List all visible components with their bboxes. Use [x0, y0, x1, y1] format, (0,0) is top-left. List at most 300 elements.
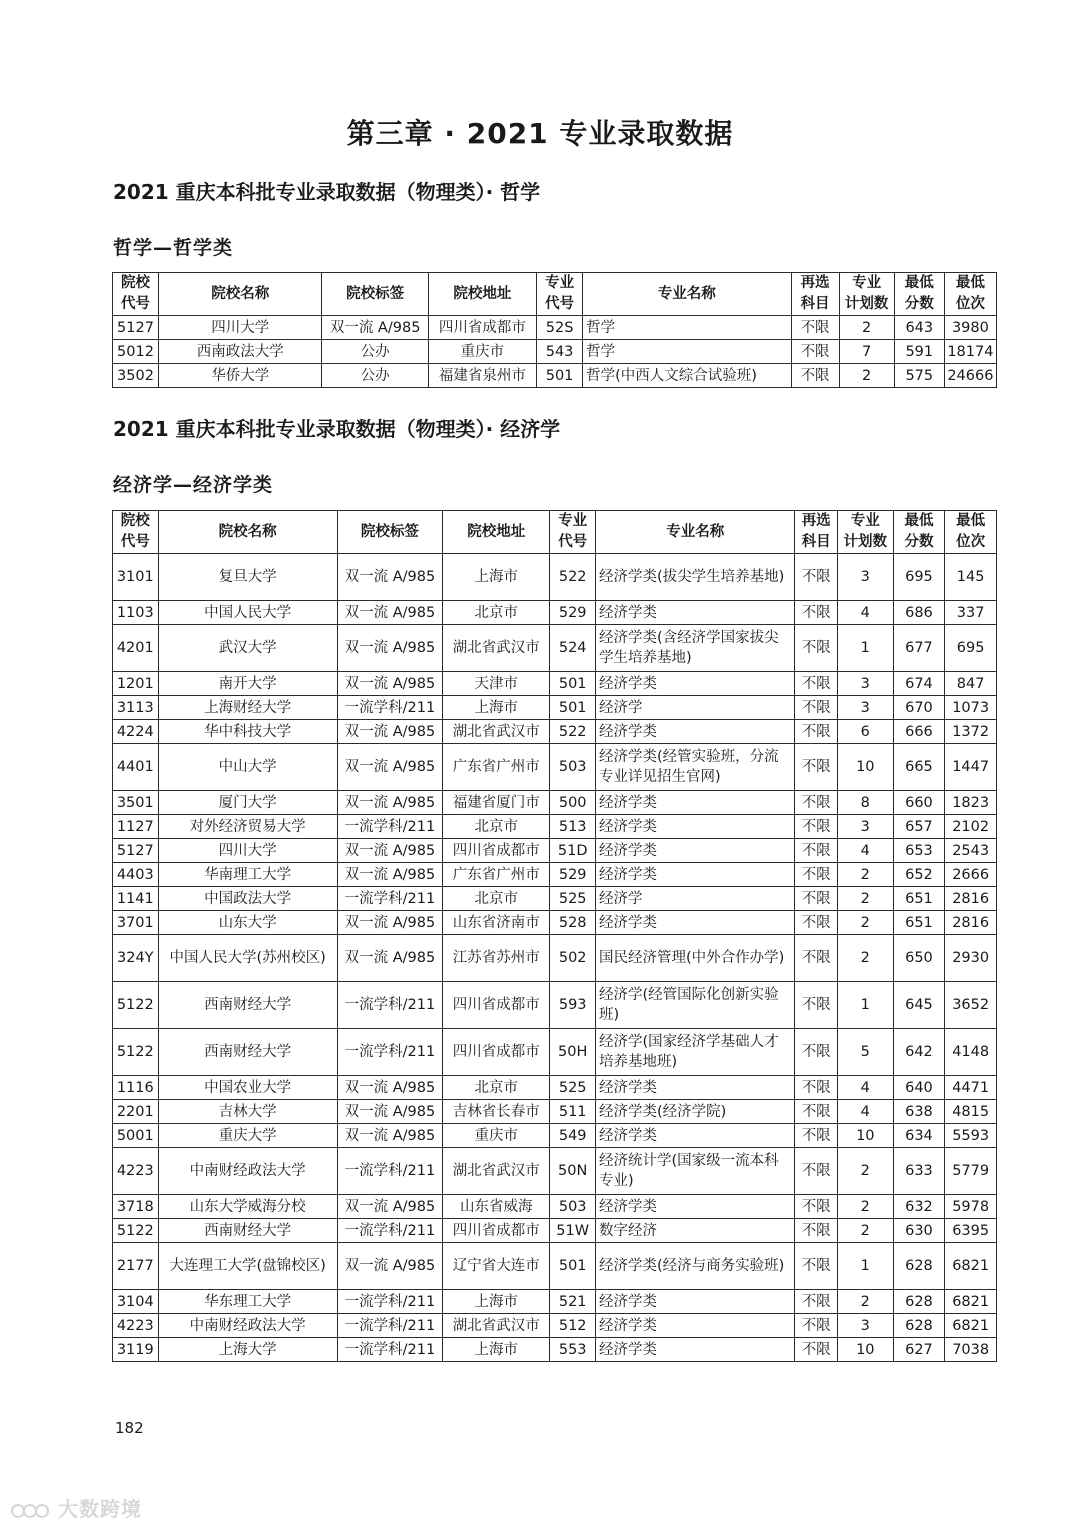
cell-min-score: 677 — [893, 625, 945, 672]
cell-school-address: 湖北省武汉市 — [443, 1314, 550, 1338]
cell-major-code: 51D — [550, 839, 596, 863]
table-row — [113, 863, 997, 887]
cell-major-name: 哲学 — [583, 340, 791, 364]
cell-school-name: 对外经济贸易大学 — [158, 815, 337, 839]
column-header-subject-requirement: 再选 科目 — [791, 273, 839, 316]
cell-school-code: 5012 — [113, 340, 159, 364]
cell-major-name: 经济学类(经济学院) — [595, 1100, 794, 1124]
cell-major-code: 502 — [550, 935, 596, 982]
cell-school-tag: 双一流 A/985 — [337, 1076, 442, 1100]
cell-major-name: 经济学类 — [595, 720, 794, 744]
cell-school-address: 福建省厦门市 — [443, 791, 550, 815]
cell-subject-requirement: 不限 — [795, 1100, 838, 1124]
cell-subject-requirement: 不限 — [795, 839, 838, 863]
cell-school-name: 华侨大学 — [158, 364, 322, 388]
cell-school-tag: 双一流 A/985 — [337, 935, 442, 982]
cell-school-code: 1116 — [113, 1076, 159, 1100]
cell-subject-requirement: 不限 — [795, 887, 838, 911]
cell-school-code: 3502 — [113, 364, 159, 388]
cell-min-score: 695 — [893, 554, 945, 601]
cell-min-score: 660 — [893, 791, 945, 815]
cell-subject-requirement: 不限 — [795, 1243, 838, 1290]
cell-school-name: 中南财经政法大学 — [158, 1314, 337, 1338]
cell-subject-requirement: 不限 — [795, 935, 838, 982]
cell-school-name: 南开大学 — [158, 672, 337, 696]
cell-school-address: 辽宁省大连市 — [443, 1243, 550, 1290]
cell-major-code: 543 — [537, 340, 583, 364]
cell-subject-requirement: 不限 — [795, 625, 838, 672]
cell-school-tag: 双一流 A/985 — [337, 1195, 442, 1219]
section-heading-economics: 2021 重庆本科批专业录取数据（物理类）· 经济学 — [113, 417, 561, 441]
cell-school-address: 湖北省武汉市 — [443, 720, 550, 744]
cell-min-score: 645 — [893, 982, 945, 1029]
cell-school-code: 1201 — [113, 672, 159, 696]
cell-school-code: 4223 — [113, 1148, 159, 1195]
cell-school-code: 4401 — [113, 744, 159, 791]
cell-min-rank: 5779 — [945, 1148, 997, 1195]
cell-school-tag: 双一流 A/985 — [337, 911, 442, 935]
cell-subject-requirement: 不限 — [795, 863, 838, 887]
table-row — [113, 1100, 997, 1124]
cell-subject-requirement: 不限 — [795, 696, 838, 720]
cell-min-rank: 5593 — [945, 1124, 997, 1148]
cell-min-score: 670 — [893, 696, 945, 720]
cell-major-name: 经济学 — [595, 887, 794, 911]
cell-major-code: 50H — [550, 1029, 596, 1076]
column-header-major-name: 专业名称 — [595, 511, 794, 554]
cell-subject-requirement: 不限 — [795, 1314, 838, 1338]
cell-school-code: 5122 — [113, 1219, 159, 1243]
cell-school-code: 5127 — [113, 316, 159, 340]
column-header-school-address: 院校地址 — [428, 273, 536, 316]
cell-school-code: 2201 — [113, 1100, 159, 1124]
cell-plan-count: 3 — [837, 815, 893, 839]
column-header-plan-count: 专业 计划数 — [839, 273, 894, 316]
cell-plan-count: 1 — [837, 982, 893, 1029]
cell-min-score: 575 — [894, 364, 944, 388]
cell-major-code: 528 — [550, 911, 596, 935]
cell-school-address: 上海市 — [443, 1290, 550, 1314]
cell-plan-count: 2 — [839, 364, 894, 388]
cell-min-rank: 4148 — [945, 1029, 997, 1076]
cell-major-code: 51W — [550, 1219, 596, 1243]
cell-school-address: 重庆市 — [428, 340, 536, 364]
table-row — [113, 364, 997, 388]
cell-plan-count: 4 — [837, 601, 893, 625]
cell-school-tag: 双一流 A/985 — [337, 1124, 442, 1148]
cell-plan-count: 2 — [837, 863, 893, 887]
cell-major-name: 经济学类 — [595, 601, 794, 625]
cell-subject-requirement: 不限 — [795, 601, 838, 625]
cell-subject-requirement: 不限 — [795, 672, 838, 696]
cell-plan-count: 10 — [837, 1124, 893, 1148]
cell-school-name: 四川大学 — [158, 839, 337, 863]
column-header-school-tag: 院校标签 — [322, 273, 428, 316]
chapter-title: 第三章 · 2021 专业录取数据 — [346, 117, 734, 150]
cell-school-code: 3718 — [113, 1195, 159, 1219]
cell-major-code: 513 — [550, 815, 596, 839]
cell-min-rank: 1073 — [945, 696, 997, 720]
column-header-major-code: 专业 代号 — [550, 511, 596, 554]
cell-school-address: 重庆市 — [443, 1124, 550, 1148]
table-row — [113, 672, 997, 696]
cell-school-tag: 一流学科/211 — [337, 1338, 442, 1362]
cell-min-score: 651 — [893, 911, 945, 935]
cell-school-tag: 双一流 A/985 — [337, 791, 442, 815]
column-header-school-code: 院校 代号 — [113, 511, 159, 554]
cell-major-code: 525 — [550, 1076, 596, 1100]
cell-min-rank: 1372 — [945, 720, 997, 744]
cell-school-name: 四川大学 — [158, 316, 322, 340]
cell-major-code: 593 — [550, 982, 596, 1029]
cell-school-code: 4201 — [113, 625, 159, 672]
cell-subject-requirement: 不限 — [795, 720, 838, 744]
table-row — [113, 1195, 997, 1219]
cell-school-name: 厦门大学 — [158, 791, 337, 815]
cell-school-tag: 一流学科/211 — [337, 815, 442, 839]
column-header-school-name: 院校名称 — [158, 511, 337, 554]
column-header-school-tag: 院校标签 — [337, 511, 442, 554]
cell-school-code: 3701 — [113, 911, 159, 935]
cell-school-code: 4223 — [113, 1314, 159, 1338]
cell-subject-requirement: 不限 — [795, 1290, 838, 1314]
cell-school-address: 江苏省苏州市 — [443, 935, 550, 982]
column-header-plan-count: 专业 计划数 — [837, 511, 893, 554]
cell-subject-requirement: 不限 — [795, 982, 838, 1029]
cell-subject-requirement: 不限 — [795, 815, 838, 839]
cell-school-name: 中国政法大学 — [158, 887, 337, 911]
cell-subject-requirement: 不限 — [795, 1076, 838, 1100]
table-row — [113, 1029, 997, 1076]
cell-school-code: 3119 — [113, 1338, 159, 1362]
cell-school-address: 四川省成都市 — [443, 1219, 550, 1243]
table-row — [113, 935, 997, 982]
cell-min-score: 666 — [893, 720, 945, 744]
cell-major-name: 经济学类 — [595, 672, 794, 696]
cell-school-name: 西南财经大学 — [158, 1029, 337, 1076]
cell-min-rank: 1447 — [945, 744, 997, 791]
cell-school-name: 中南财经政法大学 — [158, 1148, 337, 1195]
cell-major-code: 50N — [550, 1148, 596, 1195]
cell-min-rank: 6821 — [945, 1314, 997, 1338]
cell-plan-count: 10 — [837, 1338, 893, 1362]
cell-school-address: 湖北省武汉市 — [443, 625, 550, 672]
cell-school-tag: 一流学科/211 — [337, 982, 442, 1029]
cell-major-code: 501 — [537, 364, 583, 388]
table-row — [113, 316, 997, 340]
cell-plan-count: 5 — [837, 1029, 893, 1076]
cell-min-rank: 2816 — [945, 911, 997, 935]
cell-major-name: 经济学类 — [595, 1314, 794, 1338]
cell-min-score: 665 — [893, 744, 945, 791]
cell-min-rank: 18174 — [944, 340, 996, 364]
cell-major-code: 553 — [550, 1338, 596, 1362]
cell-school-code: 324Y — [113, 935, 159, 982]
cell-major-code: 500 — [550, 791, 596, 815]
table-row — [113, 696, 997, 720]
cell-school-address: 四川省成都市 — [443, 1029, 550, 1076]
cell-subject-requirement: 不限 — [791, 340, 839, 364]
cell-major-name: 哲学(中西人文综合试验班) — [583, 364, 791, 388]
cell-school-tag: 一流学科/211 — [337, 887, 442, 911]
cell-school-tag: 双一流 A/985 — [322, 316, 428, 340]
cell-min-score: 650 — [893, 935, 945, 982]
cell-min-score: 638 — [893, 1100, 945, 1124]
cell-school-name: 山东大学 — [158, 911, 337, 935]
cell-min-rank: 2816 — [945, 887, 997, 911]
cell-plan-count: 6 — [837, 720, 893, 744]
cell-plan-count: 4 — [837, 1076, 893, 1100]
cell-school-name: 中国人民大学 — [158, 601, 337, 625]
cell-plan-count: 2 — [837, 887, 893, 911]
cell-min-rank: 847 — [945, 672, 997, 696]
cell-school-code: 3101 — [113, 554, 159, 601]
cell-plan-count: 3 — [837, 1314, 893, 1338]
cell-school-code: 5122 — [113, 1029, 159, 1076]
cell-school-tag: 双一流 A/985 — [337, 1100, 442, 1124]
cell-min-score: 628 — [893, 1314, 945, 1338]
column-header-school-name: 院校名称 — [158, 273, 322, 316]
cell-school-code: 3501 — [113, 791, 159, 815]
cell-major-name: 数字经济 — [595, 1219, 794, 1243]
cell-min-score: 630 — [893, 1219, 945, 1243]
cell-major-code: 549 — [550, 1124, 596, 1148]
cell-plan-count: 8 — [837, 791, 893, 815]
table-row — [113, 1243, 997, 1290]
logo-icon — [10, 1501, 50, 1521]
cell-min-score: 652 — [893, 863, 945, 887]
cell-school-tag: 双一流 A/985 — [337, 672, 442, 696]
cell-plan-count: 3 — [837, 672, 893, 696]
cell-plan-count: 4 — [837, 839, 893, 863]
cell-major-name: 经济学类 — [595, 1124, 794, 1148]
cell-school-name: 西南财经大学 — [158, 1219, 337, 1243]
cell-school-name: 吉林大学 — [158, 1100, 337, 1124]
cell-school-tag: 一流学科/211 — [337, 1029, 442, 1076]
cell-min-rank: 6395 — [945, 1219, 997, 1243]
column-header-school-code: 院校 代号 — [113, 273, 159, 316]
cell-subject-requirement: 不限 — [795, 744, 838, 791]
cell-school-name: 华中科技大学 — [158, 720, 337, 744]
cell-major-name: 经济学(经管国际化创新实验班) — [595, 982, 794, 1029]
cell-school-tag: 双一流 A/985 — [337, 863, 442, 887]
cell-major-name: 经济学类(经管实验班，分流专业详见招生官网) — [595, 744, 794, 791]
cell-school-tag: 双一流 A/985 — [337, 625, 442, 672]
cell-school-address: 北京市 — [443, 815, 550, 839]
table-row — [113, 1290, 997, 1314]
cell-school-address: 吉林省长春市 — [443, 1100, 550, 1124]
cell-min-score: 628 — [893, 1243, 945, 1290]
cell-school-tag: 一流学科/211 — [337, 1290, 442, 1314]
cell-school-address: 北京市 — [443, 1076, 550, 1100]
cell-major-name: 经济学类 — [595, 815, 794, 839]
cell-school-address: 上海市 — [443, 696, 550, 720]
cell-min-rank: 24666 — [944, 364, 996, 388]
cell-major-code: 501 — [550, 696, 596, 720]
cell-min-rank: 2930 — [945, 935, 997, 982]
cell-min-score: 686 — [893, 601, 945, 625]
cell-subject-requirement: 不限 — [795, 1148, 838, 1195]
cell-min-rank: 6821 — [945, 1290, 997, 1314]
cell-min-rank: 3652 — [945, 982, 997, 1029]
cell-plan-count: 1 — [837, 1243, 893, 1290]
table-row — [113, 1219, 997, 1243]
table-header-row — [113, 511, 997, 554]
table-row — [113, 911, 997, 935]
cell-plan-count: 2 — [837, 1148, 893, 1195]
cell-major-code: 522 — [550, 554, 596, 601]
cell-school-code: 1103 — [113, 601, 159, 625]
cell-school-code: 5127 — [113, 839, 159, 863]
table-row — [113, 1076, 997, 1100]
cell-school-address: 四川省成都市 — [443, 839, 550, 863]
cell-school-tag: 双一流 A/985 — [337, 720, 442, 744]
cell-major-name: 经济学类 — [595, 839, 794, 863]
cell-school-name: 复旦大学 — [158, 554, 337, 601]
cell-major-code: 522 — [550, 720, 596, 744]
cell-min-rank: 5978 — [945, 1195, 997, 1219]
column-header-school-address: 院校地址 — [443, 511, 550, 554]
cell-plan-count: 2 — [839, 316, 894, 340]
cell-subject-requirement: 不限 — [791, 316, 839, 340]
cell-school-tag: 双一流 A/985 — [337, 1243, 442, 1290]
cell-min-rank: 2666 — [945, 863, 997, 887]
cell-major-name: 国民经济管理(中外合作办学) — [595, 935, 794, 982]
cell-school-code: 3104 — [113, 1290, 159, 1314]
cell-school-address: 广东省广州市 — [443, 863, 550, 887]
cell-school-address: 上海市 — [443, 1338, 550, 1362]
cell-major-code: 529 — [550, 863, 596, 887]
cell-plan-count: 10 — [837, 744, 893, 791]
cell-major-name: 哲学 — [583, 316, 791, 340]
cell-major-name: 经济学类 — [595, 791, 794, 815]
cell-major-name: 经济学类 — [595, 863, 794, 887]
cell-major-name: 经济学 — [595, 696, 794, 720]
cell-school-tag: 一流学科/211 — [337, 1148, 442, 1195]
cell-min-rank: 145 — [945, 554, 997, 601]
table-row — [113, 982, 997, 1029]
cell-min-score: 643 — [894, 316, 944, 340]
cell-major-name: 经济学类 — [595, 1290, 794, 1314]
table-row — [113, 1124, 997, 1148]
cell-major-name: 经济学(国家经济学基础人才培养基地班) — [595, 1029, 794, 1076]
column-header-major-name: 专业名称 — [583, 273, 791, 316]
cell-school-tag: 一流学科/211 — [337, 696, 442, 720]
cell-major-code: 521 — [550, 1290, 596, 1314]
cell-school-address: 四川省成都市 — [443, 982, 550, 1029]
cell-school-tag: 一流学科/211 — [337, 1314, 442, 1338]
cell-school-address: 四川省成都市 — [428, 316, 536, 340]
table-row — [113, 720, 997, 744]
column-header-subject-requirement: 再选 科目 — [795, 511, 838, 554]
cell-min-rank: 695 — [945, 625, 997, 672]
cell-school-name: 上海财经大学 — [158, 696, 337, 720]
cell-major-code: 512 — [550, 1314, 596, 1338]
cell-major-name: 经济学类 — [595, 1195, 794, 1219]
cell-plan-count: 2 — [837, 1219, 893, 1243]
cell-major-name: 经济学类(含经济学国家拔尖学生培养基地) — [595, 625, 794, 672]
cell-subject-requirement: 不限 — [795, 1124, 838, 1148]
cell-school-address: 天津市 — [443, 672, 550, 696]
cell-min-rank: 4815 — [945, 1100, 997, 1124]
cell-min-rank: 7038 — [945, 1338, 997, 1362]
table-row — [113, 744, 997, 791]
cell-min-score: 642 — [893, 1029, 945, 1076]
cell-major-code: 501 — [550, 672, 596, 696]
cell-min-score: 632 — [893, 1195, 945, 1219]
cell-major-name: 经济学类 — [595, 911, 794, 935]
cell-major-code: 503 — [550, 1195, 596, 1219]
cell-school-code: 1141 — [113, 887, 159, 911]
cell-min-score: 627 — [893, 1338, 945, 1362]
cell-school-name: 中国农业大学 — [158, 1076, 337, 1100]
table-row — [113, 1148, 997, 1195]
cell-min-rank: 337 — [945, 601, 997, 625]
cell-min-score: 657 — [893, 815, 945, 839]
cell-school-tag: 双一流 A/985 — [337, 744, 442, 791]
cell-school-name: 华东理工大学 — [158, 1290, 337, 1314]
watermark — [10, 1493, 142, 1522]
cell-plan-count: 2 — [837, 1290, 893, 1314]
cell-school-code: 5122 — [113, 982, 159, 1029]
cell-min-score: 640 — [893, 1076, 945, 1100]
cell-major-code: 511 — [550, 1100, 596, 1124]
cell-school-name: 西南政法大学 — [158, 340, 322, 364]
cell-school-name: 武汉大学 — [158, 625, 337, 672]
cell-major-code: 52S — [537, 316, 583, 340]
cell-school-name: 重庆大学 — [158, 1124, 337, 1148]
cell-school-name: 西南财经大学 — [158, 982, 337, 1029]
table-row — [113, 340, 997, 364]
cell-school-code: 1127 — [113, 815, 159, 839]
table-header-row — [113, 273, 997, 316]
cell-min-rank: 6821 — [945, 1243, 997, 1290]
table-row — [113, 554, 997, 601]
cell-school-address: 北京市 — [443, 601, 550, 625]
cell-major-name: 经济学类(经济与商务实验班) — [595, 1243, 794, 1290]
cell-plan-count: 2 — [837, 1195, 893, 1219]
cell-subject-requirement: 不限 — [795, 911, 838, 935]
table-row — [113, 1314, 997, 1338]
cell-major-code: 525 — [550, 887, 596, 911]
cell-major-code: 501 — [550, 1243, 596, 1290]
cell-school-name: 山东大学威海分校 — [158, 1195, 337, 1219]
cell-school-code: 3113 — [113, 696, 159, 720]
cell-school-address: 福建省泉州市 — [428, 364, 536, 388]
table-row — [113, 887, 997, 911]
section-heading-philosophy: 2021 重庆本科批专业录取数据（物理类）· 哲学 — [113, 180, 541, 204]
table-row — [113, 625, 997, 672]
cell-subject-requirement: 不限 — [795, 554, 838, 601]
cell-school-code: 5001 — [113, 1124, 159, 1148]
cell-school-address: 山东省威海 — [443, 1195, 550, 1219]
watermark-text: 大数跨境 — [57, 1497, 142, 1521]
cell-min-score: 674 — [893, 672, 945, 696]
cell-school-address: 北京市 — [443, 887, 550, 911]
cell-major-name: 经济学类(拔尖学生培养基地) — [595, 554, 794, 601]
column-header-major-code: 专业 代号 — [537, 273, 583, 316]
cell-min-rank: 2102 — [945, 815, 997, 839]
cell-school-tag: 双一流 A/985 — [337, 554, 442, 601]
subheading-philosophy: 哲学—哲学类 — [113, 237, 234, 259]
cell-plan-count: 7 — [839, 340, 894, 364]
cell-min-score: 591 — [894, 340, 944, 364]
table-row — [113, 1338, 997, 1362]
cell-school-name: 大连理工大学(盘锦校区) — [158, 1243, 337, 1290]
column-header-min-score: 最低 分数 — [894, 273, 944, 316]
table-row — [113, 601, 997, 625]
cell-school-address: 湖北省武汉市 — [443, 1148, 550, 1195]
